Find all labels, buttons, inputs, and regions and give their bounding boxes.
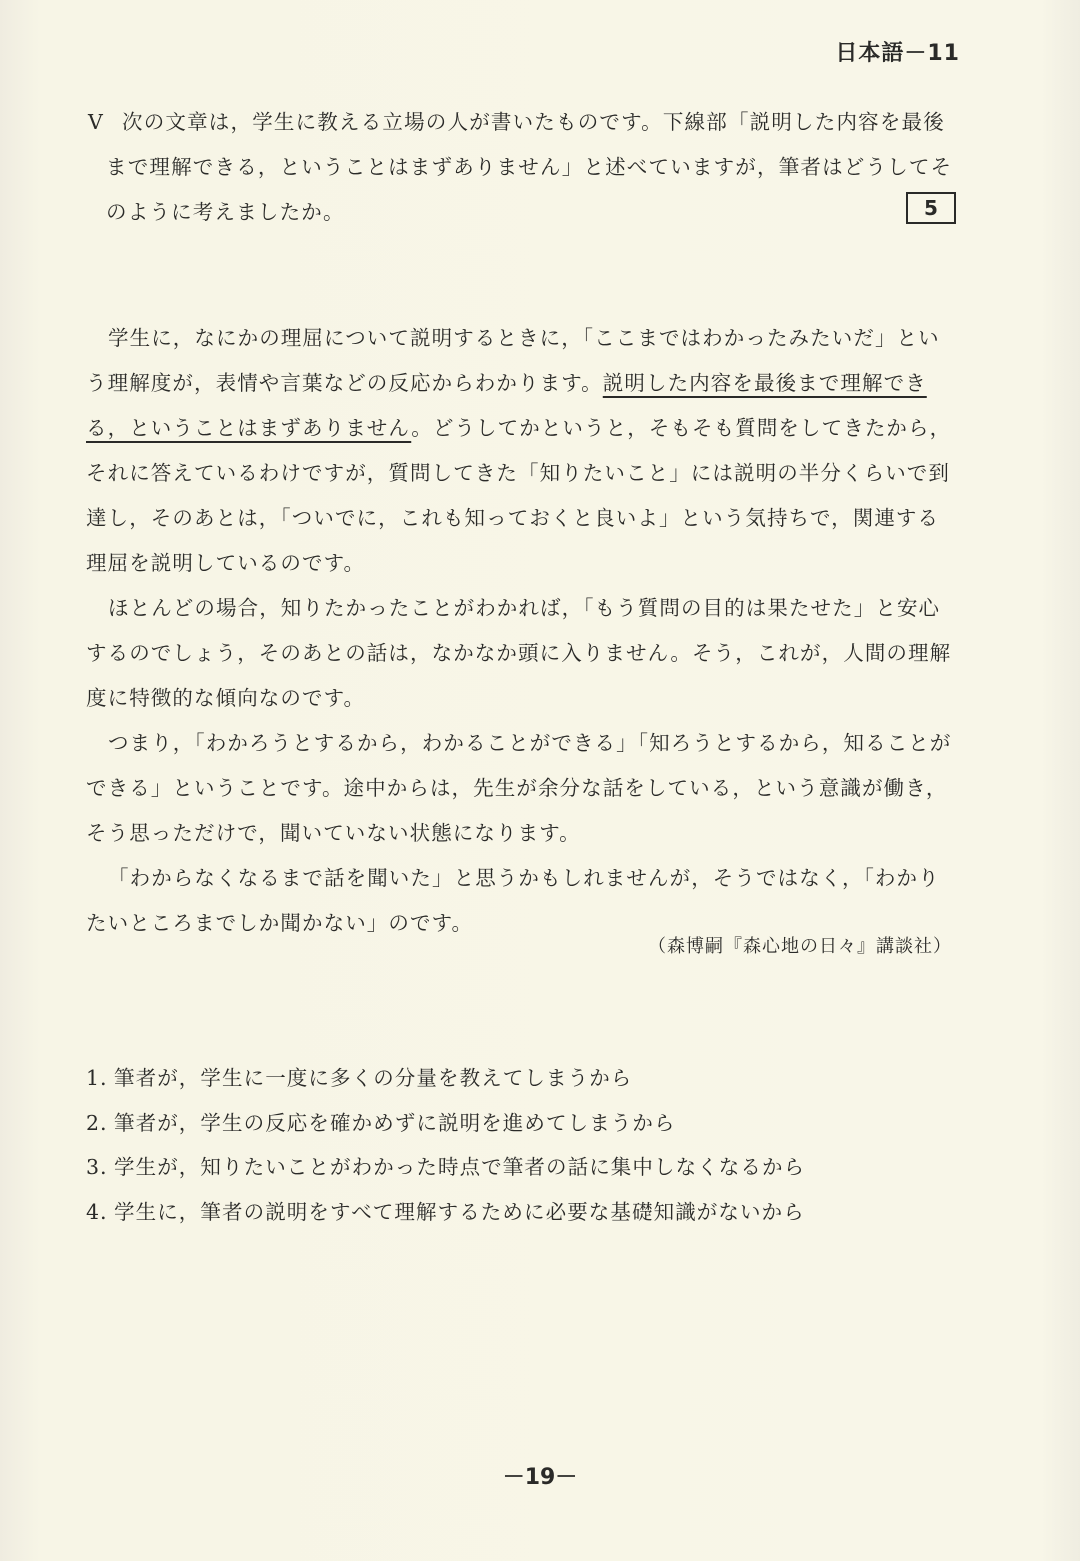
page-number: －19－ bbox=[502, 1465, 578, 1490]
passage-paragraph-4: 「わからなくなるまで話を聞いた」と思うかもしれませんが，そうではなく，「わかりたいところまでしか聞かない」のです。 bbox=[86, 866, 940, 935]
option-3: 3． 学生が，知りたいことがわかった時点で筆者の話に集中しなくなるから bbox=[86, 1155, 806, 1179]
question-line-2: まで理解できる，ということはまずありません」と述べていますが，筆者はどうしてそ bbox=[106, 155, 953, 179]
question-number: V bbox=[88, 110, 105, 134]
underlined-passage: 説明した内容を最後まで理解できる，ということはまずありません bbox=[86, 371, 927, 440]
passage-paragraph-3: つまり，「わかろうとするから，わかることができる」「知ろうとするから，知ることができる」ということです。途中からは，先生が余分な話をしている，という意識が働き，そう思っただけで，聞いていない状態になります。 bbox=[86, 731, 952, 845]
option-2: 2． 筆者が，学生の反応を確かめずに説明を進めてしまうから bbox=[86, 1110, 676, 1135]
question-line-1: V 次の文章は，学生に教える立場の人が書いたものです。下線部「説明した内容を最後 bbox=[88, 100, 958, 145]
question-prompt bbox=[88, 100, 958, 235]
reading-passage bbox=[86, 316, 958, 946]
option-4: 4． 学生に，筆者の説明をすべて理解するために必要な基礎知識がないから bbox=[86, 1199, 805, 1224]
answer-number-box: 5 bbox=[906, 192, 956, 224]
source-citation: （森博嗣『森心地の日々』講談社） bbox=[648, 936, 952, 957]
option-1: 1． 筆者が，学生に一度に多くの分量を教えてしまうから bbox=[86, 1066, 633, 1090]
section-label: 日本語－11 bbox=[835, 41, 960, 66]
passage-paragraph-1: 学生に，なにかの理屈について説明するときに，「ここまではわかったみたいだ」という理解度が，表情や言葉などの反応からわかります。説明した内容を最後まで理解できる，ということはまずありません。どうしてかというと，そもそも質問をしてきたから，それに答えているわけですが，質問してきた「知りたいこと」には説明の半分くらいで到達し，そのあとは，「ついでに，これも知っておくと良いよ」という気持ちで，関連する理屈を説明しているのです。 bbox=[86, 326, 952, 575]
question-line-3: のように考えましたか。 bbox=[106, 200, 345, 224]
answer-options bbox=[86, 1056, 966, 1234]
passage-paragraph-2: ほとんどの場合，知りたかったことがわかれば，「もう質問の目的は果たせた」と安心するのでしょう，そのあとの話は，なかなか頭に入りません。そう，これが，人間の理解度に特徴的な傾向なのです。 bbox=[86, 596, 952, 710]
